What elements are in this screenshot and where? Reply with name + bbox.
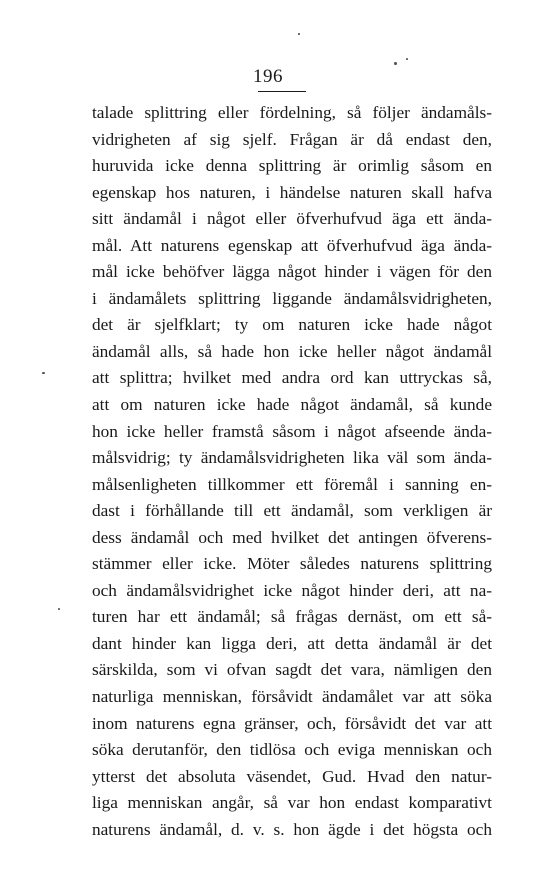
text-line: målsenligheten tillkommer ett föremål i sanning en- [92,474,492,494]
text-line: stämmer eller icke. Möter således naturens splittring [92,554,492,574]
page-number: 196 [253,66,283,87]
text-line: målsvidrig; ty ändamålsvidrigheten lika väl som ända- [92,448,492,468]
text-line: dant hinder kan ligga deri, att detta ändamål är det [92,633,492,653]
text-line: naturens ändamål, d. v. s. hon ägde i det högsta och [92,819,492,839]
body-text [92,100,492,843]
text-line: vidrigheten af sig sjelf. Frågan är då endast den, [92,129,492,149]
text-line: dast i förhållande till ett ändamål, som verkligen är [92,501,492,521]
text-line: i ändamålets splittring liggande ändamålsvidrigheten, [92,288,492,308]
ink-speck [394,62,397,65]
page-number-rule [258,91,306,92]
ink-speck [406,58,408,60]
text-line: inom naturens egna gränser, och, försåvidt det var att [92,713,492,733]
text-line: turen har ett ändamål; så frågas dernäst, om ett så- [92,607,492,627]
text-line: huruvida icke denna splittring är orimlig såsom en [92,156,492,176]
text-line: sitt ändamål i något eller öfverhufvud äga ett ända- [92,209,492,229]
text-line: ytterst det absoluta väsendet, Gud. Hvad den natur- [92,766,492,786]
text-line: dess ändamål och med hvilket det antingen öfverens- [92,527,492,547]
text-line: egenskap hos naturen, i händelse naturen skall hafva [92,182,492,202]
text-line: ändamål alls, så hade hon icke heller något ändamål [92,341,492,361]
text-line: liga menniskan angår, så var hon endast komparativt [92,793,492,813]
ink-speck [298,33,300,35]
text-line: att splittra; hvilket med andra ord kan uttryckas så, [92,368,492,388]
text-line: hon icke heller framstå såsom i något afseende ända- [92,421,492,441]
text-line: och ändamålsvidrighet icke något hinder deri, att na- [92,580,492,600]
text-line: att om naturen icke hade något ändamål, så kunde [92,395,492,415]
ink-speck [58,608,60,610]
text-line: mål icke behöfver lägga något hinder i vägen för den [92,262,492,282]
text-line: det är sjelfklart; ty om naturen icke hade något [92,315,492,335]
text-line: särskilda, som vi ofvan sagdt det vara, nämligen den [92,660,492,680]
text-line: talade splittring eller fördelning, så följer ändamåls- [92,103,492,122]
text-line: naturliga menniskan, försåvidt ändamålet var att söka [92,687,492,707]
text-line: söka derutanför, den tidlösa och eviga menniskan och [92,740,492,760]
ink-speck [42,372,45,374]
text-line: mål. Att naturens egenskap att öfverhufvud äga ända- [92,235,492,255]
